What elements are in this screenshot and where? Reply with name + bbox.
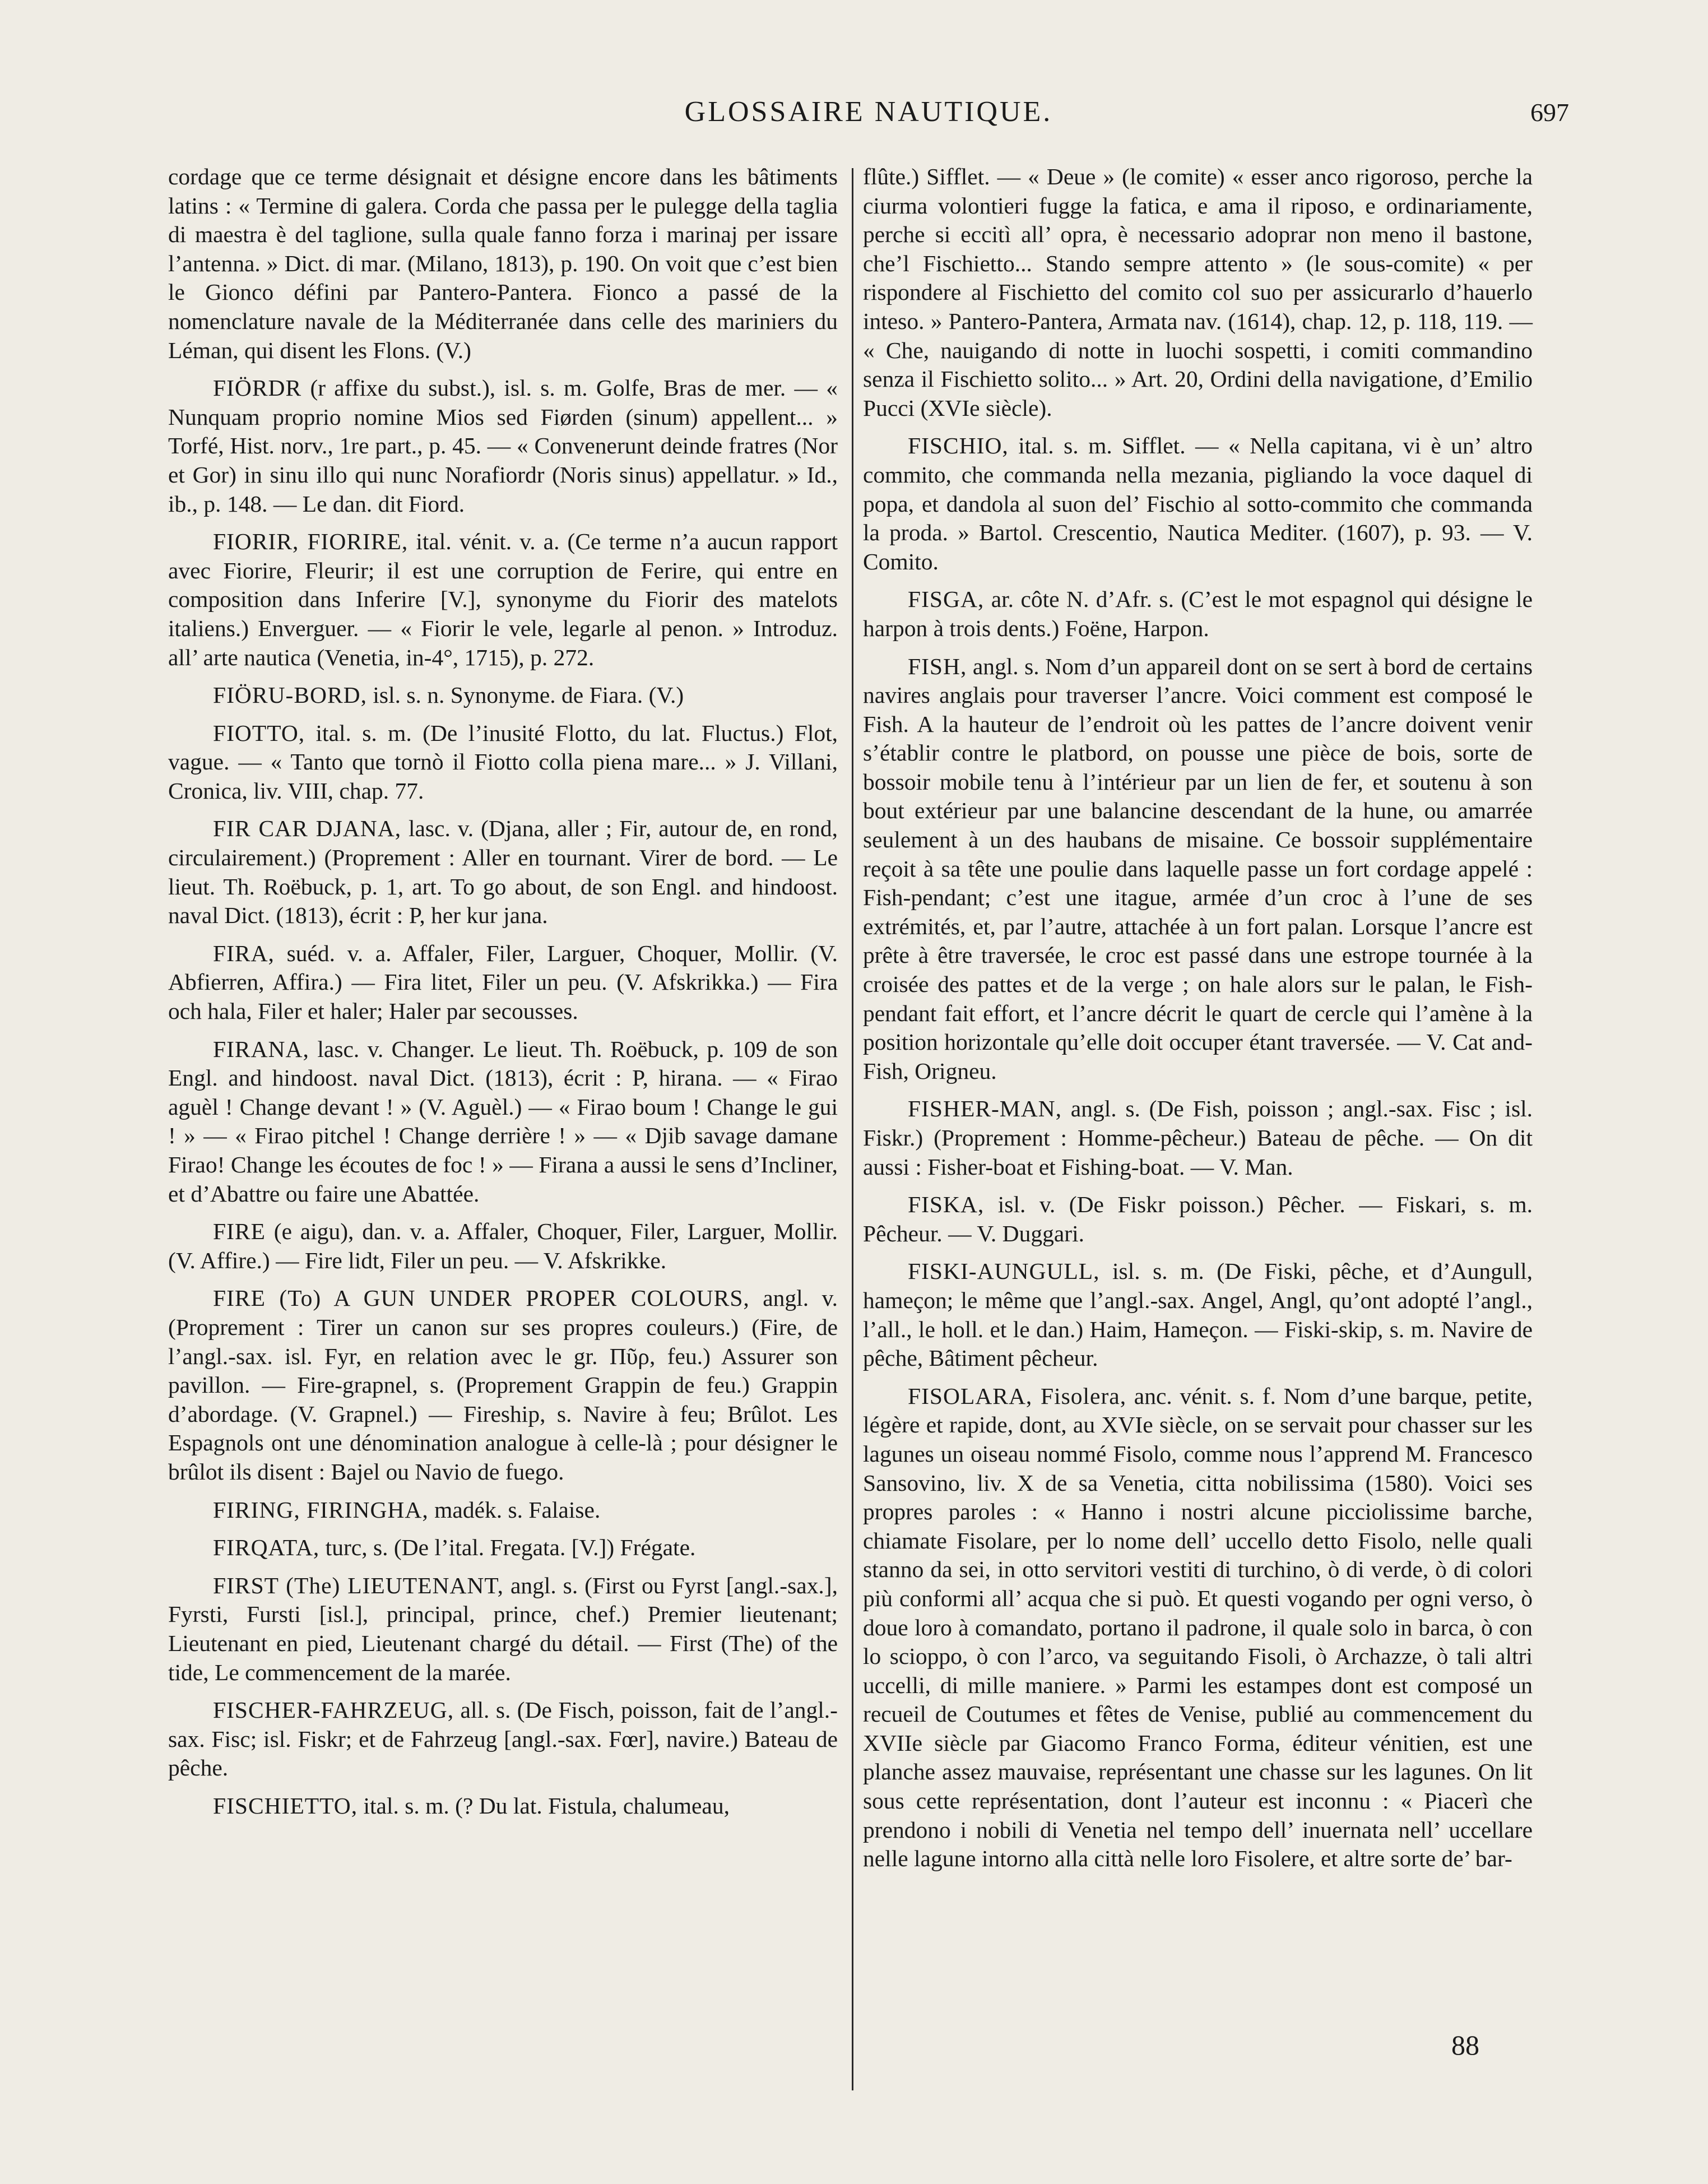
glossary-entry xyxy=(168,1035,838,1209)
entry-definition: madék. s. Falaise. xyxy=(434,1496,601,1523)
entry-definition: angl. v. (Proprement : Tirer un canon sur ses propres couleurs.) (Fire, de l’angl.-sax. isl. Fyr, en relation avec le gr. Πῦρ, feu.) Assurer son pavillon. — Fire-grapnel, s. (Proprement Grappin de feu.) Grappin d’abordage. (V. Grapnel.) — Fireship, s. Navire à feu; Brûlot. Les Espagnols ont une dénomination analogue à celle-là ; pour désigner le brûlot ils disent : Bajel ou Navio de fuego. xyxy=(168,1285,838,1485)
entry-definition: (r affixe du subst.), isl. s. m. Golfe, Bras de mer. — « Nunquam proprio nomine Mios sed Fiørden (sinum) appellent... » Torfé, Hist. norv., 1re part., p. 45. — « Convenerunt deinde fratres (Nor et Gor) in sinu illo qui nunc Norafiordr (Noris sinus) appellatur. » Id., ib., p. 148. — Le dan. dit Fiord. xyxy=(168,375,838,517)
entry-headword: FISOLARA, Fisolera, xyxy=(908,1383,1127,1409)
glossary-entry xyxy=(863,1095,1533,1181)
entry-definition: anc. vénit. s. f. Nom d’une barque, petite, légère et rapide, dont, au XVIe siècle, on se servait pour chasser sur les lagunes un oiseau nommé Fisolo, comme nous l’apprend M. Francesco Sansovino, liv. X de sa Venetia, citta nobilissima (1580). Voici ses propres paroles : « Hanno i nostri alcune picciolissime barche, chiamate Fisolare, per lo nome dell’ uccello detto Fisolo, nelle quali stanno da sei, in otto servitori vestiti di turchino, ò di verde, ò di colori più conformi all’ acqua che si può. Et questi vogando per ogni verso, ò doue loro à comandato, portano il padrone, il quale solo in barca, ò con lo scioppo, ò con l’arco, va seguitando Fisoli, ò Archazze, ò tali altri uccelli, di mille maniere. » Parmi les estampes dont est composé un recueil de Coutumes et fêtes de Venise, publié au commencement du XVIIe siècle par Giacomo Franco Forma, éditeur vénitien, est une planche assez mauvaise, représentant une chasse sur les lagunes. On lit sous cette représentation, dont l’auteur est inconnu : « Piacerì che prendono i nobili di Venetia nel tempo dell’ inuernata nell’ uccellare nelle lagune intorno alla città nelle loro Fisolere, et altre sorte de’ bar- xyxy=(863,1383,1533,1872)
entry-headword: FIRE (To) A GUN UNDER PROPER COLOURS, xyxy=(213,1285,750,1311)
entry-definition: isl. s. n. Synonyme. de Fiara. (V.) xyxy=(373,682,684,708)
glossary-entry xyxy=(168,1496,838,1525)
page-number: 697 xyxy=(1530,98,1569,127)
entry-headword: FIÖRDR xyxy=(213,375,302,401)
page-title: GLOSSAIRE NAUTIQUE. xyxy=(684,96,1053,128)
right-column xyxy=(863,163,1533,1882)
glossary-entry xyxy=(863,585,1533,643)
entry-headword: FIOTTO, xyxy=(213,720,305,746)
running-header xyxy=(168,95,1569,140)
entry-headword: FIR CAR DJANA, xyxy=(213,815,402,842)
glossary-entry xyxy=(168,1696,838,1783)
entry-definition: flûte.) Sifflet. — « Deue » (le comite) « esser anco rigoroso, perche la ciurma volontieri fugge la fatica, e ama il riposo, e ordinariamente, perche si eccitì all’ opra, è necessario adoprar non meno il bastone, che’l Fischietto... Stando sempre attento » (le sous-comite) « per rispondere al Fischietto del comito col suo per assicurarlo d’hauerlo inteso. » Pantero-Pantera, Armata nav. (1614), chap. 12, p. 118, 119. — « Che, nauigando di notte in luochi sospetti, i comiti commandino senza il Fischietto solito... » Art. 20, Ordini della navigatione, d’Emilio Pucci (XVIe siècle). xyxy=(863,164,1533,421)
glossary-entry xyxy=(863,1190,1533,1248)
entry-headword: FIRE xyxy=(213,1218,266,1245)
entry-definition: ital. s. m. (? Du lat. Fistula, chalumeau, xyxy=(363,1792,730,1819)
entry-headword: FISCHER-FAHRZEUG, xyxy=(213,1697,454,1723)
glossary-entry xyxy=(168,939,838,1026)
column-divider xyxy=(852,168,853,2090)
entry-definition: angl. s. Nom d’un appareil dont on se sert à bord de certains navires anglais pour traverser l’ancre. Voici comment est composé le Fish. A la hauteur de l’endroit où les pattes de l’ancre doivent venir s’établir contre le platbord, on pousse une pièce de bois, sorte de bossoir mobile tenu à l’intérieur par un lien de fer, et soutenu à son bout extérieur par une balancine descendant de la hune, ou amarrée seulement à un des haubans de misaine. Ce bossoir supplémentaire reçoit à sa tête une poulie dans laquelle passe un fort cordage appelé : Fish-pendant; c’est une itague, armée d’un croc à l’une de ses extrémités, et, par l’autre, attachée à un fort palan. Lorsque l’ancre est prête à être traversée, le croc est passé dans une estrope tournée à la croisée des pattes et de la verge ; on hale alors sur le palan, le Fish-pendant fait effort, et l’ancre décrit le quart de cercle qui l’amène à la position horizontale qu’elle doit occuper étant traversée. — V. Cat and-Fish, Origneu. xyxy=(863,653,1533,1084)
entry-headword: FIRST (The) LIEUTENANT, xyxy=(213,1572,504,1598)
glossary-entry xyxy=(168,527,838,672)
left-column xyxy=(168,163,838,1829)
glossary-entry xyxy=(168,1284,838,1486)
entry-definition: isl. s. m. (De Fiski, pêche, et d’Aungull, hameçon; le même que l’angl.-sax. Angel, Angl, qu’ont adopté l’angl., l’all., le holl. et le dan.) Haim, Hameçon. — Fiski-skip, s. m. Navire de pêche, Bâtiment pêcheur. xyxy=(863,1258,1533,1371)
entry-definition: suéd. v. a. Affaler, Filer, Larguer, Choquer, Mollir. (V. Abfierren, Affira.) — Fira litet, Filer un peu. (V. Afskrikka.) — Fira och hala, Filer et haler; Haler par secousses. xyxy=(168,940,838,1024)
entry-definition: angl. s. (De Fish, poisson ; angl.-sax. Fisc ; isl. Fiskr.) (Proprement : Homme-pêcheur.) Bateau de pêche. — On dit aussi : Fisher-boat et Fishing-boat. — V. Man. xyxy=(863,1096,1533,1180)
signature-mark: 88 xyxy=(1451,2029,1479,2061)
entry-definition: ital. s. m. Sifflet. — « Nella capitana, vi è un’ altro commito, che commanda nella mezania, pigliando la voce daquel di popa, et dandola al suon del’ Fischio al sotto-commito che commanda la proda. » Bartol. Crescentio, Nautica Mediter. (1607), p. 93. — V. Comito. xyxy=(863,433,1533,574)
entry-definition: angl. s. (First ou Fyrst [angl.-sax.], Fyrsti, Fursti [isl.], principal, prince, chef.) Premier lieutenant; Lieutenant en pied, Lieutenant chargé du détail. — First (The) of the tide, Le commencement de la marée. xyxy=(168,1572,838,1685)
entry-headword: FIORIR, FIORIRE, xyxy=(213,528,409,555)
entry-headword: FIRING, FIRINGHA, xyxy=(213,1496,429,1523)
entry-definition: lasc. v. Changer. Le lieut. Th. Roëbuck, p. 109 de son Engl. and hindoost. naval Dict. (1813), écrit : P, hirana. — « Firao aguèl ! Change devant ! » (V. Aguèl.) — « Firao boum ! Change le gui ! » — « Firao pitchel ! Change derrière ! » — « Djib savage damane Firao! Change les écoutes de foc ! » — Firana a aussi le sens d’Incliner, et d’Abattre ou faire une Abattée. xyxy=(168,1036,838,1207)
entry-headword: FISCHIO, xyxy=(908,433,1009,459)
entry-headword: FISGA, xyxy=(908,586,985,613)
entry-headword: FISKI-AUNGULL, xyxy=(908,1258,1100,1285)
entry-headword: FIRA, xyxy=(213,940,275,966)
glossary-entry xyxy=(168,814,838,930)
glossary-entry xyxy=(863,1382,1533,1874)
glossary-entry xyxy=(863,652,1533,1086)
entry-definition: all. s. (De Fisch, poisson, fait de l’angl.-sax. Fisc; isl. Fiskr; et de Fahrzeug [angl.-sax. Fœr], navire.) Bateau de pêche. xyxy=(168,1697,838,1781)
entry-headword: FISKA, xyxy=(908,1191,985,1218)
glossary-entry xyxy=(168,681,838,710)
entry-headword: FISH, xyxy=(908,653,967,679)
entry-headword: FISHER-MAN, xyxy=(908,1096,1062,1122)
entry-definition: (e aigu), dan. v. a. Affaler, Choquer, Filer, Larguer, Mollir. (V. Affire.) — Fire lidt, Filer un peu. — V. Afskrikke. xyxy=(168,1218,838,1273)
glossary-entry xyxy=(168,374,838,518)
entry-headword: FIRANA, xyxy=(213,1036,309,1062)
entry-definition: ar. côte N. d’Afr. s. (C’est le mot espagnol qui désigne le harpon à trois dents.) Foëne, Harpon. xyxy=(863,586,1533,641)
entry-definition: lasc. v. (Djana, aller ; Fir, autour de, en rond, circulairement.) (Proprement : Aller en tournant. Virer de bord. — Le lieut. Th. Roëbuck, p. 1, art. To go about, de son Engl. and hindoost. naval Dict. (1813), écrit : P, her kur jana. xyxy=(168,815,838,929)
entry-headword: FIÖRU-BORD, xyxy=(213,682,368,708)
glossary-entry xyxy=(168,1792,838,1821)
entry-headword: FIRQATA, xyxy=(213,1534,320,1561)
glossary-entry xyxy=(168,1217,838,1275)
glossary-entry xyxy=(168,163,838,365)
glossary-entry xyxy=(168,719,838,806)
entry-definition: isl. v. (De Fiskr poisson.) Pêcher. — Fiskari, s. m. Pêcheur. — V. Duggari. xyxy=(863,1191,1533,1246)
glossary-entry xyxy=(863,163,1533,423)
glossary-entry xyxy=(168,1533,838,1562)
entry-definition: turc, s. (De l’ital. Fregata. [V.]) Frégate. xyxy=(325,1534,696,1561)
entry-definition: cordage que ce terme désignait et désigne encore dans les bâtiments latins : « Termine di galera. Corda che passa per le pulegge della taglia di maestra è del taglione, sulla quale fanno forza i marinaj per issare l’antenna. » Dict. di mar. (Milano, 1813), p. 190. On voit que c’est bien le Gionco défini par Pantero-Pantera. Fionco a passé de la nomenclature navale de la Méditerranée dans celle des mariniers du Léman, qui disent les Flons. (V.) xyxy=(168,164,838,363)
entry-definition: ital. s. m. (De l’inusité Flotto, du lat. Fluctus.) Flot, vague. — « Tanto que tornò il Fiotto colla piena mare... » J. Villani, Cronica, liv. VIII, chap. 77. xyxy=(168,720,838,804)
glossary-entry xyxy=(168,1571,838,1687)
entry-definition: ital. vénit. v. a. (Ce terme n’a aucun rapport avec Fiorire, Fleurir; il est une corruption de Ferire, qui entre en composition dans Inferire [V.], synonyme du Fiorir des matelots italiens.) Enverguer. — « Fiorir le vele, legarle al penon. » Introduz. all’ arte nautica (Venetia, in-4°, 1715), p. 272. xyxy=(168,528,838,670)
entry-headword: FISCHIETTO, xyxy=(213,1792,358,1819)
glossary-entry xyxy=(863,1257,1533,1372)
glossary-entry xyxy=(863,432,1533,576)
